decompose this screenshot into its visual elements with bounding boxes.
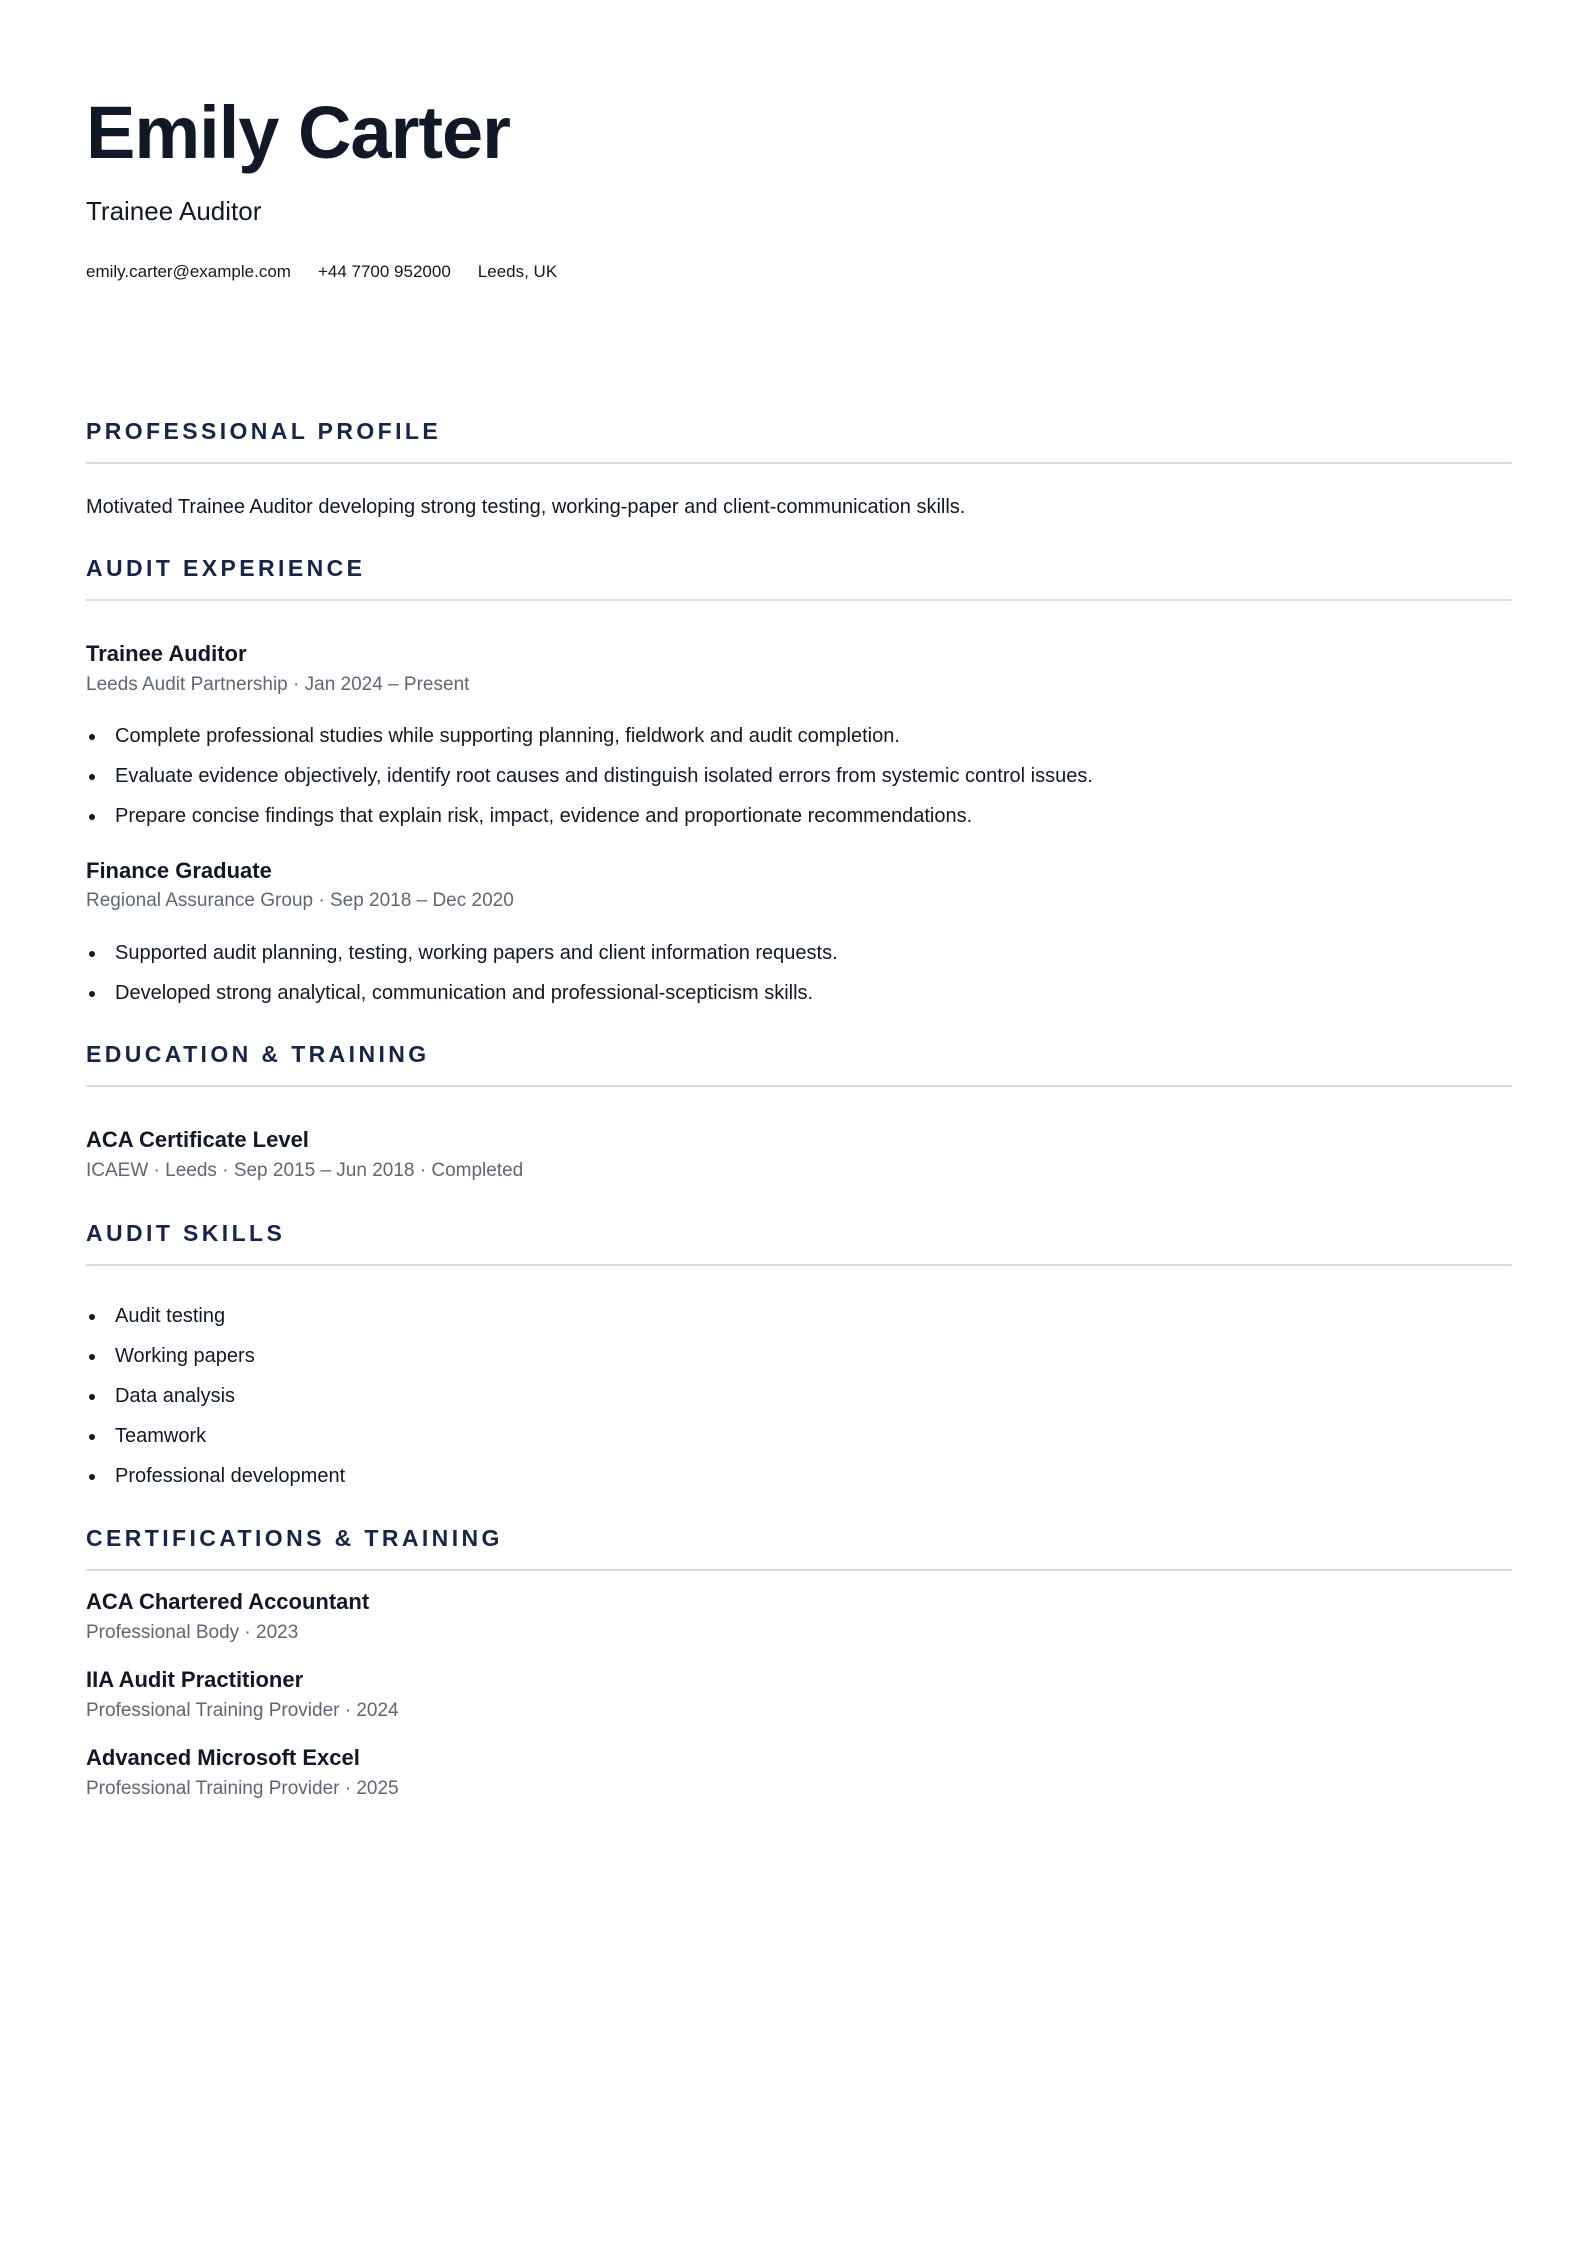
list-item: Complete professional studies while supporting planning, fieldwork and audit completion. xyxy=(86,726,1093,766)
candidate-name: Emily Carter xyxy=(86,91,510,174)
section-divider xyxy=(86,1085,1512,1087)
certification-meta: Professional Training Provider · 2024 xyxy=(86,1700,399,1721)
section-experience xyxy=(86,557,1512,601)
job-title: Trainee Auditor xyxy=(86,641,247,666)
email-link[interactable]: emily.carter@example.com xyxy=(86,262,291,281)
section-title: EDUCATION & TRAINING xyxy=(86,1041,430,1067)
certification-title: ACA Chartered Accountant xyxy=(86,1589,370,1614)
certification-meta: Professional Training Provider · 2025 xyxy=(86,1778,399,1799)
section-divider xyxy=(86,599,1512,601)
contact-info xyxy=(86,263,557,280)
candidate-role: Trainee Auditor xyxy=(86,196,262,226)
section-divider xyxy=(86,462,1512,464)
skill-item: Working papers xyxy=(86,1346,345,1386)
skill-item: Audit testing xyxy=(86,1306,345,1346)
section-education xyxy=(86,1043,1512,1087)
list-item: Prepare concise findings that explain risk, impact, evidence and proportionate recommendations. xyxy=(86,806,1093,846)
section-title: CERTIFICATIONS & TRAINING xyxy=(86,1525,503,1551)
certification-meta: Professional Body · 2023 xyxy=(86,1622,299,1643)
section-divider xyxy=(86,1569,1512,1571)
list-item: Supported audit planning, testing, working papers and client information requests. xyxy=(86,943,838,983)
section-title: PROFESSIONAL PROFILE xyxy=(86,418,442,444)
job-title: Finance Graduate xyxy=(86,858,272,883)
profile-summary: Motivated Trainee Auditor developing strong testing, working-paper and client-communication skills. xyxy=(86,496,966,518)
job-bullets xyxy=(86,943,838,1023)
certification-title: Advanced Microsoft Excel xyxy=(86,1745,360,1770)
section-skills xyxy=(86,1222,1512,1266)
skill-item: Data analysis xyxy=(86,1386,345,1426)
certification-title: IIA Audit Practitioner xyxy=(86,1667,304,1692)
section-certifications xyxy=(86,1527,1512,1571)
skill-item: Professional development xyxy=(86,1466,345,1506)
section-profile xyxy=(86,420,1512,464)
skill-item: Teamwork xyxy=(86,1426,345,1466)
location: Leeds, UK xyxy=(477,262,558,281)
job-meta: Leeds Audit Partnership · Jan 2024 – Present xyxy=(86,674,470,695)
section-title: AUDIT EXPERIENCE xyxy=(86,555,366,581)
section-title: AUDIT SKILLS xyxy=(86,1220,286,1246)
job-meta: Regional Assurance Group · Sep 2018 – Dec 2020 xyxy=(86,890,514,911)
skills-list xyxy=(86,1306,345,1506)
job-bullets xyxy=(86,726,1093,846)
list-item: Developed strong analytical, communication and professional-scepticism skills. xyxy=(86,983,838,1023)
education-title: ACA Certificate Level xyxy=(86,1127,309,1152)
education-meta: ICAEW · Leeds · Sep 2015 – Jun 2018 · Completed xyxy=(86,1160,524,1181)
section-divider xyxy=(86,1264,1512,1266)
phone-number: +44 7700 952000 xyxy=(317,262,451,281)
list-item: Evaluate evidence objectively, identify root causes and distinguish isolated errors from systemic control issues. xyxy=(86,766,1093,806)
